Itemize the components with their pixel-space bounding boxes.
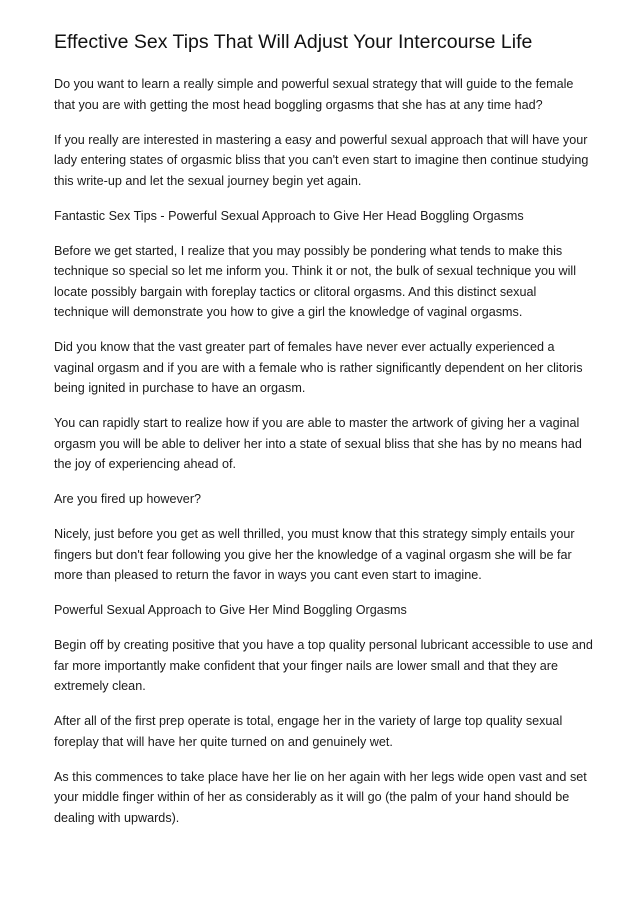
document-page	[54, 30, 594, 843]
paragraph: Begin off by creating positive that you have a top quality personal lubricant accessible to use and far more importantly make confident that your finger nails are lower small and that they are extremely clean.	[54, 638, 593, 693]
paragraph: Before we get started, I realize that you may possibly be pondering what tends to make this technique so special so let me inform you. Think it or not, the bulk of sexual technique you will locate possibly bargain with foreplay tactics or clitoral orgasms. And this distinct sexual technique will demonstrate you how to give a girl the knowledge of vaginal orgasms.	[54, 243, 576, 319]
paragraph: Did you know that the vast greater part of females have never ever actually experienced a vaginal orgasm and if you are with a female who is rather significantly dependent on her clitoris being ignited in purchase to have an orgasm.	[54, 340, 583, 395]
paragraph: If you really are interested in mastering a easy and powerful sexual approach that will have your lady entering states of orgasmic bliss that you can't even start to imagine then continue studying this write-up and let the sexual journey begin yet again.	[54, 132, 589, 188]
document-title: Effective Sex Tips That Will Adjust Your Intercourse Life	[54, 31, 533, 53]
paragraph: After all of the first prep operate is total, engage her in the variety of large top quality sexual foreplay that will have her quite turned on and genuinely wet.	[54, 714, 563, 749]
paragraph: Nicely, just before you get as well thrilled, you must know that this strategy simply entails your fingers but don't fear following you give her the knowledge of a vaginal orgasm she will be far more than pleased to return the favor in ways you cant even start to imagine.	[54, 527, 575, 582]
paragraph: You can rapidly start to realize how if you are able to master the artwork of giving her a vaginal orgasm you will be able to deliver her into a state of sexual bliss that she has by no means had the joy of experiencing ahead of.	[54, 416, 582, 471]
section-heading: Powerful Sexual Approach to Give Her Mind Boggling Orgasms	[54, 603, 407, 617]
paragraph: Are you fired up however?	[54, 492, 202, 506]
section-heading: Fantastic Sex Tips - Powerful Sexual Approach to Give Her Head Boggling Orgasms	[54, 208, 524, 223]
paragraph: As this commences to take place have her lie on her again with her legs wide open vast and set your middle finger within of her as considerably as it will go (the palm of your hand should be dealing with upwards).	[54, 769, 587, 825]
paragraph: Do you want to learn a really simple and powerful sexual strategy that will guide to the female that you are with getting the most head boggling orgasms that she has at any time had?	[54, 77, 574, 112]
